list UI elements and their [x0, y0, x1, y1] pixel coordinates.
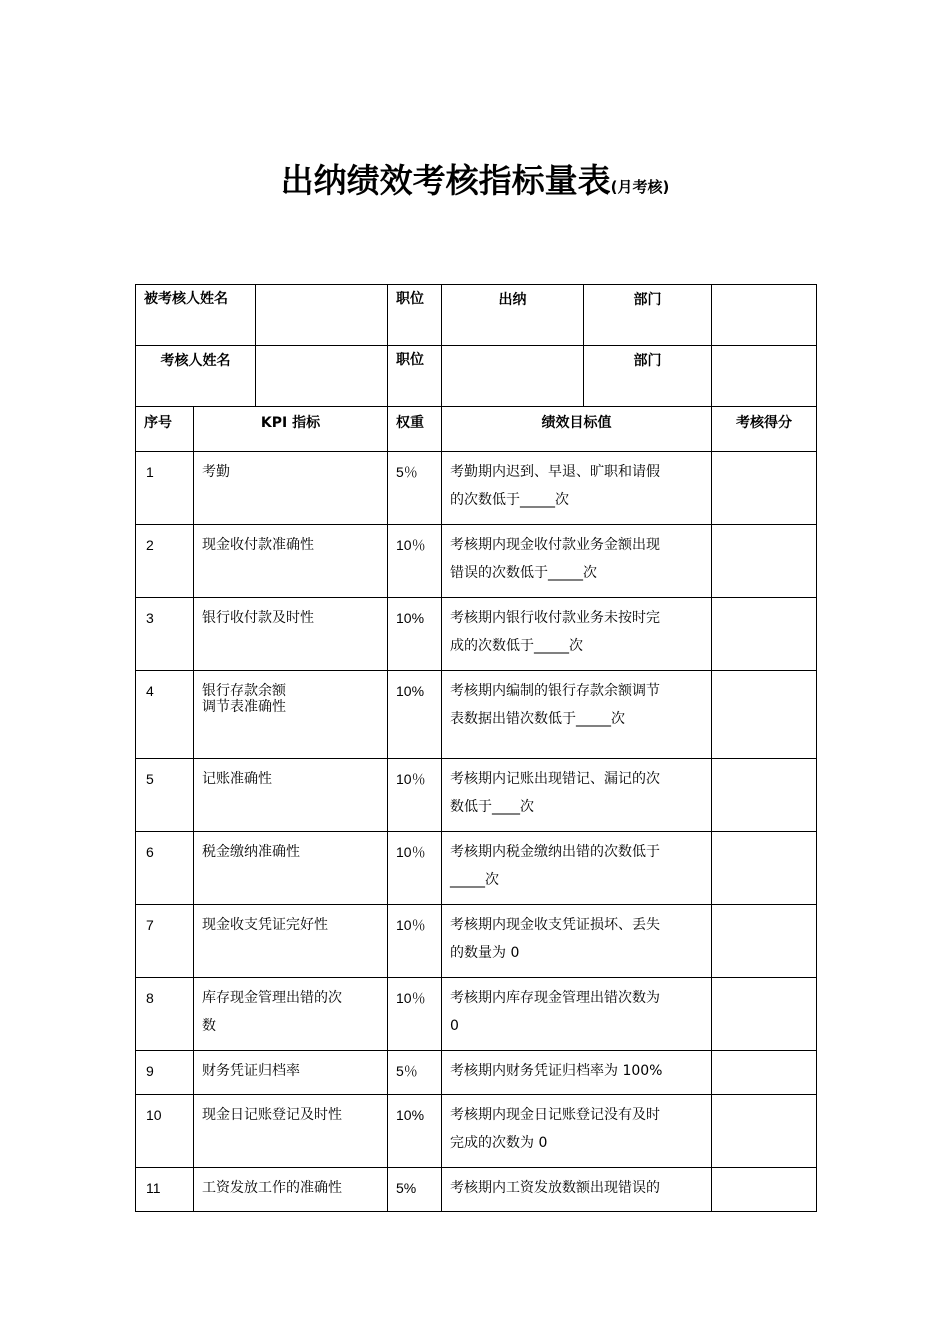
row-kpi-line-2: 调节表准确性	[202, 699, 286, 715]
table-row	[136, 525, 817, 598]
table-row	[136, 905, 817, 978]
position-label-2: 职位	[388, 346, 442, 407]
dept-value-1[interactable]	[712, 285, 817, 346]
row-seq: 2	[136, 525, 194, 598]
row-target-line-2: 成的次数低于_____次	[450, 638, 583, 654]
row-target	[442, 598, 712, 671]
row-kpi	[194, 452, 388, 525]
row-target-line-2: _____次	[450, 872, 499, 888]
row-seq: 11	[136, 1168, 194, 1212]
row-weight: 10％	[388, 905, 442, 978]
row-weight: 5％	[388, 452, 442, 525]
row-kpi-line: 工资发放工作的准确性	[202, 1180, 342, 1196]
row-kpi	[194, 1168, 388, 1212]
row-kpi-line: 现金日记账登记及时性	[202, 1107, 342, 1123]
table-row	[136, 832, 817, 905]
row-score[interactable]	[712, 978, 817, 1051]
row-target-line-2: 完成的次数为 0	[450, 1135, 548, 1151]
info-row-assessee	[136, 285, 817, 346]
row-target	[442, 1051, 712, 1095]
row-score[interactable]	[712, 759, 817, 832]
row-kpi-line-1: 库存现金管理出错的次	[202, 990, 342, 1006]
row-target	[442, 905, 712, 978]
row-weight: 10％	[388, 832, 442, 905]
row-weight: 10%	[388, 598, 442, 671]
row-score[interactable]	[712, 1168, 817, 1212]
row-target-line-2: 的次数低于_____次	[450, 492, 569, 508]
row-seq: 5	[136, 759, 194, 832]
assessor-label: 考核人姓名	[136, 346, 256, 407]
row-target-line-1: 考核期内库存现金管理出错次数为	[450, 990, 660, 1006]
table-row	[136, 759, 817, 832]
row-kpi-line: 银行收付款及时性	[202, 610, 314, 626]
row-seq: 8	[136, 978, 194, 1051]
table-row	[136, 1051, 817, 1095]
row-target-line-1: 考核期内记账出现错记、漏记的次	[450, 771, 660, 787]
row-kpi	[194, 832, 388, 905]
header-score: 考核得分	[712, 407, 817, 452]
dept-label-2: 部门	[584, 346, 712, 407]
position-value-2[interactable]	[442, 346, 584, 407]
row-seq: 9	[136, 1051, 194, 1095]
header-seq: 序号	[136, 407, 194, 452]
row-target-line-1: 考核期内银行收付款业务未按时完	[450, 610, 660, 626]
row-target	[442, 525, 712, 598]
row-kpi-line: 记账准确性	[202, 771, 272, 787]
row-kpi-line: 考勤	[202, 464, 230, 480]
row-kpi	[194, 1095, 388, 1168]
table-row	[136, 1168, 817, 1212]
row-kpi	[194, 759, 388, 832]
row-score[interactable]	[712, 1095, 817, 1168]
table-row	[136, 671, 817, 759]
page-title	[0, 156, 950, 212]
row-target	[442, 671, 712, 759]
row-target-line-2: 的数量为 0	[450, 945, 520, 961]
row-target	[442, 978, 712, 1051]
header-target: 绩效目标值	[442, 407, 712, 452]
row-seq: 3	[136, 598, 194, 671]
position-label-1: 职位	[388, 285, 442, 346]
table-row	[136, 1095, 817, 1168]
row-score[interactable]	[712, 452, 817, 525]
row-seq: 6	[136, 832, 194, 905]
row-target-line-1: 考核期内现金日记账登记没有及时	[450, 1107, 660, 1123]
assessee-label: 被考核人姓名	[136, 285, 256, 346]
row-target-line-2: 表数据出错次数低于_____次	[450, 711, 625, 727]
row-score[interactable]	[712, 525, 817, 598]
row-kpi	[194, 525, 388, 598]
row-seq: 7	[136, 905, 194, 978]
row-kpi-line-2: 数	[202, 1018, 216, 1034]
row-kpi	[194, 598, 388, 671]
row-kpi-line: 现金收支凭证完好性	[202, 917, 328, 933]
row-weight: 5％	[388, 1051, 442, 1095]
row-target-line-1: 考核期内现金收付款业务金额出现	[450, 537, 660, 553]
row-target-line-2: 数低于____次	[450, 799, 534, 815]
table-row	[136, 452, 817, 525]
row-seq: 10	[136, 1095, 194, 1168]
dept-value-2[interactable]	[712, 346, 817, 407]
table-row	[136, 978, 817, 1051]
title-suffix: (月考核)	[610, 178, 670, 196]
assessor-value[interactable]	[256, 346, 388, 407]
row-kpi-line: 现金收付款准确性	[202, 537, 314, 553]
row-target-line-1: 考核期内现金收支凭证损坏、丢失	[450, 917, 660, 933]
row-target-line-2: 0	[450, 1018, 459, 1034]
row-seq: 1	[136, 452, 194, 525]
row-weight: 10％	[388, 978, 442, 1051]
row-kpi	[194, 905, 388, 978]
row-target-line-1: 考核期内工资发放数额出现错误的	[450, 1180, 660, 1196]
row-kpi-line-1: 银行存款余额	[202, 683, 286, 699]
row-score[interactable]	[712, 598, 817, 671]
row-target	[442, 759, 712, 832]
header-row	[136, 407, 817, 452]
row-weight: 10％	[388, 759, 442, 832]
title-main: 出纳绩效考核指标量表	[280, 161, 611, 200]
row-target-line-1: 考核期内财务凭证归档率为 100%	[450, 1063, 663, 1079]
table-row	[136, 598, 817, 671]
dept-label-1: 部门	[584, 285, 712, 346]
row-score[interactable]	[712, 832, 817, 905]
row-weight: 10%	[388, 671, 442, 759]
row-seq: 4	[136, 671, 194, 759]
row-score[interactable]	[712, 905, 817, 978]
row-target-line-2: 错误的次数低于_____次	[450, 565, 597, 581]
row-kpi-line: 财务凭证归档率	[202, 1063, 300, 1079]
row-target	[442, 1095, 712, 1168]
row-target	[442, 832, 712, 905]
row-target	[442, 452, 712, 525]
position-value-1[interactable]: 出纳	[442, 285, 584, 346]
row-score[interactable]	[712, 671, 817, 759]
row-kpi	[194, 978, 388, 1051]
kpi-table	[135, 284, 817, 1212]
row-target-line-1: 考核期内编制的银行存款余额调节	[450, 683, 660, 699]
header-kpi: KPI 指标	[194, 407, 388, 452]
row-score[interactable]	[712, 1051, 817, 1095]
row-kpi	[194, 671, 388, 759]
row-kpi	[194, 1051, 388, 1095]
row-target-line-1: 考勤期内迟到、早退、旷职和请假	[450, 464, 660, 480]
info-row-assessor	[136, 346, 817, 407]
assessee-value[interactable]	[256, 285, 388, 346]
row-kpi-line: 税金缴纳准确性	[202, 844, 300, 860]
row-weight: 10%	[388, 1095, 442, 1168]
row-weight: 10％	[388, 525, 442, 598]
row-target	[442, 1168, 712, 1212]
row-target-line-1: 考核期内税金缴纳出错的次数低于	[450, 844, 660, 860]
row-weight: 5%	[388, 1168, 442, 1212]
header-weight: 权重	[388, 407, 442, 452]
